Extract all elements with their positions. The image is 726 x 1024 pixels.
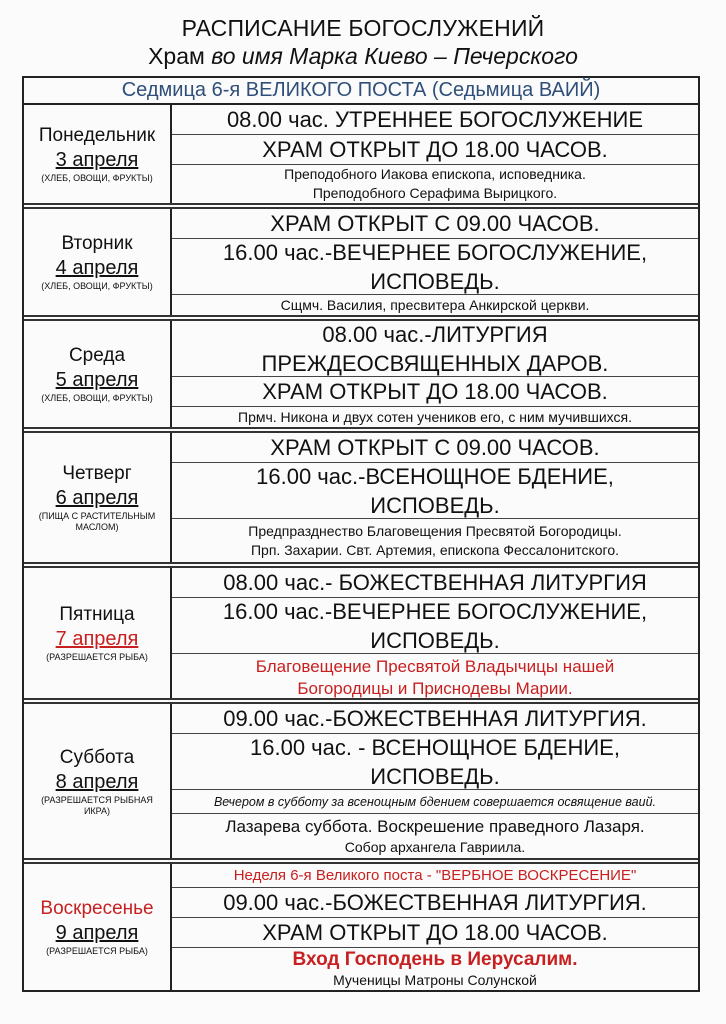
day-date: 8 апреля xyxy=(55,770,139,793)
commemoration xyxy=(172,519,698,562)
day-date: 9 апреля xyxy=(55,922,139,944)
commemoration-line: Собор архангела Гавриила. xyxy=(344,838,526,855)
day-thursday xyxy=(24,433,698,568)
service-line: 09.00 час.-БОЖЕСТВЕННАЯ ЛИТУРГИЯ. xyxy=(172,704,698,734)
day-date: 6 апреля xyxy=(55,487,139,509)
service-line xyxy=(172,239,698,295)
day-name: Понедельник xyxy=(38,125,156,146)
day-name: Пятница xyxy=(59,604,135,625)
commemoration: Прмч. Никона и двух сотен учеников его, с ним мучившихся. xyxy=(238,408,632,425)
feast-title xyxy=(172,654,698,702)
commemoration-line: Предпразднество Благовещения Пресвятой Богородицы. xyxy=(248,522,622,539)
service-line-part: 16.00 час.-ВСЕНОЩНОЕ БДЕНИЕ, xyxy=(256,463,614,489)
service-line: ХРАМ ОТКРЫТ ДО 18.00 ЧАСОВ. xyxy=(172,135,698,165)
day-services xyxy=(172,209,698,315)
service-line xyxy=(172,734,698,790)
feast-block xyxy=(172,948,698,990)
feast-line: Богородицы и Приснодевы Марии. xyxy=(297,679,573,698)
day-label-cell xyxy=(24,105,172,203)
day-date: 3 апреля xyxy=(55,149,139,171)
day-friday xyxy=(24,568,698,704)
commemoration xyxy=(172,165,698,203)
subtitle-church: Храм xyxy=(148,43,205,69)
service-line: 08.00 час.- БОЖЕСТВЕННАЯ ЛИТУРГИЯ xyxy=(172,568,698,598)
service-line xyxy=(172,463,698,519)
commemoration-line: Преподобного Серафима Вырицкого. xyxy=(312,185,558,201)
commemoration: Мученицы Матроны Солунской xyxy=(333,972,537,988)
service-line-part: 08.00 час.-ЛИТУРГИЯ xyxy=(322,321,548,347)
day-services xyxy=(172,704,698,858)
day-name: Суббота xyxy=(59,746,135,768)
commemoration xyxy=(172,814,698,858)
service-line-part: ИСПОВЕДЬ. xyxy=(370,268,500,294)
service-line-part: ПРЕЖДЕОСВЯЩЕННЫХ ДАРОВ. xyxy=(261,350,609,376)
commemoration-line: Лазарева суббота. Воскрешение праведного Лазаря. xyxy=(225,816,645,836)
feast-line: Благовещение Пресвятой Владычицы нашей xyxy=(255,657,615,676)
service-line xyxy=(172,598,698,654)
commemoration-line: Преподобного Иакова епископа, исповедника. xyxy=(284,166,586,182)
day-wednesday xyxy=(24,321,698,433)
service-line-part: 16.00 час. - ВСЕНОЩНОЕ БДЕНИЕ, xyxy=(250,734,620,760)
commemoration: Сщмч. Василия, пресвитера Анкирской церкви. xyxy=(280,296,590,313)
day-saturday xyxy=(24,704,698,864)
day-name: Вторник xyxy=(61,233,133,254)
day-label-cell xyxy=(24,321,172,427)
day-name: Четверг xyxy=(62,463,132,484)
service-line-part: 16.00 час.-ВЕЧЕРНЕЕ БОГОСЛУЖЕНИЕ, xyxy=(222,239,648,265)
subtitle-in-name: во имя xyxy=(211,43,283,69)
service-line: 09.00 час.-БОЖЕСТВЕННАЯ ЛИТУРГИЯ. xyxy=(172,888,698,918)
subtitle-saint: Марка Киево – Печерского xyxy=(289,43,578,69)
day-label-cell xyxy=(24,704,172,858)
day-label-cell xyxy=(24,209,172,315)
day-monday xyxy=(24,105,698,209)
service-line: ХРАМ ОТКРЫТ С 09.00 ЧАСОВ. xyxy=(172,433,698,463)
service-line-part: ИСПОВЕДЬ. xyxy=(370,627,500,653)
day-date: 5 апреля xyxy=(55,369,139,391)
day-label-cell xyxy=(24,568,172,698)
service-line: ХРАМ ОТКРЫТ С 09.00 ЧАСОВ. xyxy=(172,209,698,239)
fasting-note: (РАЗРЕШАЕТСЯ РЫБА) xyxy=(46,946,148,956)
week-feast-title: Неделя 6-я Великого поста - "ВЕРБНОЕ ВОСКРЕСЕНИЕ" xyxy=(172,864,698,888)
service-line: ХРАМ ОТКРЫТ ДО 18.00 ЧАСОВ. xyxy=(172,918,698,948)
page-title: РАСПИСАНИЕ БОГОСЛУЖЕНИЙ xyxy=(181,15,545,41)
fasting-note: (ХЛЕБ, ОВОЩИ, ФРУКТЫ) xyxy=(41,281,153,291)
service-line xyxy=(172,321,698,377)
service-line-part: 16.00 час.-ВЕЧЕРНЕЕ БОГОСЛУЖЕНИЕ, xyxy=(222,598,648,624)
day-tuesday xyxy=(24,209,698,321)
week-title: Седмица 6-я ВЕЛИКОГО ПОСТА (Седьмица ВАИЙ) xyxy=(24,78,698,105)
day-services xyxy=(172,321,698,427)
service-line-part: ИСПОВЕДЬ. xyxy=(370,763,500,789)
day-name: Воскресенье xyxy=(40,898,154,919)
page-header xyxy=(0,14,726,70)
schedule-table xyxy=(22,76,700,992)
day-services xyxy=(172,568,698,698)
service-line: 08.00 час. УТРЕННЕЕ БОГОСЛУЖЕНИЕ xyxy=(172,105,698,135)
day-name: Среда xyxy=(68,345,126,366)
day-services xyxy=(172,433,698,562)
day-sunday xyxy=(24,864,698,990)
day-services xyxy=(172,105,698,203)
fasting-note: (ХЛЕБ, ОВОЩИ, ФРУКТЫ) xyxy=(41,173,153,183)
day-services xyxy=(172,864,698,990)
vigil-note: Вечером в субботу за всенощным бдением совершается освящение ваий. xyxy=(172,790,698,814)
day-label-cell xyxy=(24,433,172,562)
service-line-part: ИСПОВЕДЬ. xyxy=(370,492,500,518)
day-date: 4 апреля xyxy=(55,257,139,279)
day-date: 7 апреля xyxy=(55,628,139,650)
fasting-note: (РАЗРЕШАЕТСЯ РЫБНАЯ ИКРА) xyxy=(41,794,153,816)
day-label-cell xyxy=(24,864,172,990)
page-subtitle xyxy=(0,42,726,70)
fasting-note: (ХЛЕБ, ОВОЩИ, ФРУКТЫ) xyxy=(41,393,153,403)
service-line: ХРАМ ОТКРЫТ ДО 18.00 ЧАСОВ. xyxy=(172,377,698,407)
fasting-note: (ПИЩА С РАСТИТЕЛЬНЫМ МАСЛОМ) xyxy=(38,511,156,532)
feast-title: Вход Господень в Иерусалим. xyxy=(292,949,578,970)
commemoration-line: Прп. Захарии. Свт. Артемия, епископа Фессалонитского. xyxy=(250,541,620,558)
fasting-note: (РАЗРЕШАЕТСЯ РЫБА) xyxy=(46,652,148,662)
